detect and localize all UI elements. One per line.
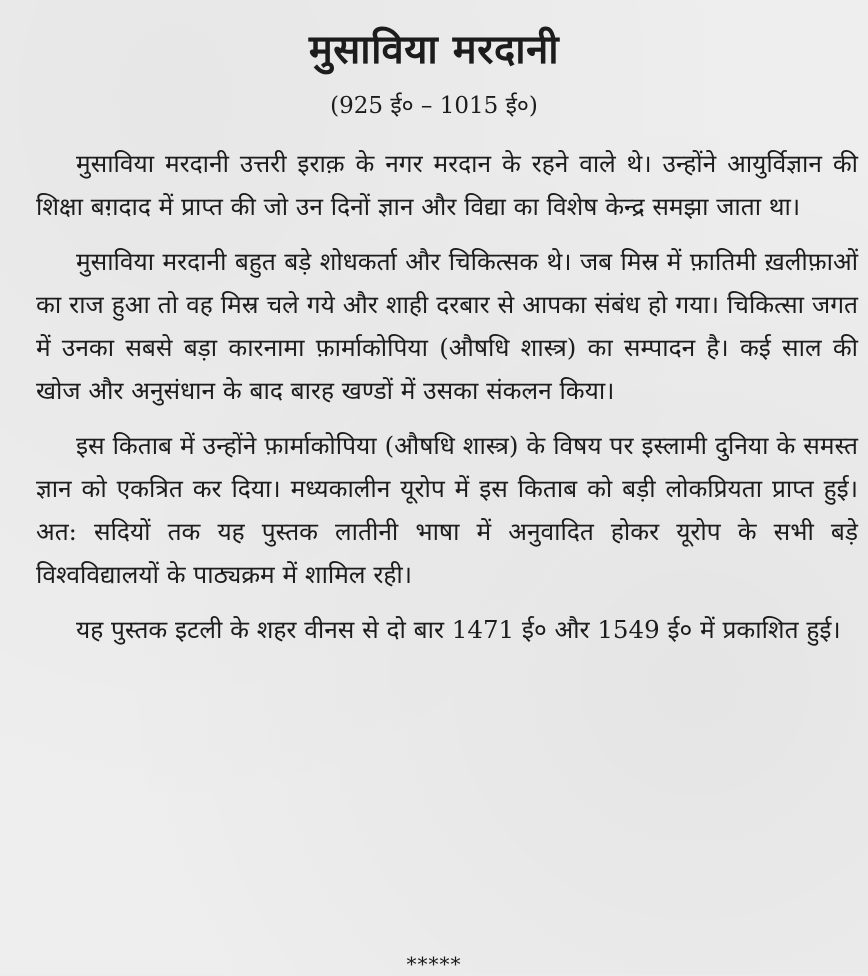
paragraph-1: मुसाविया मरदानी उत्तरी इराक़ के नगर मरदान के रहने वाले थे। उन्होंने आयुर्विज्ञान की शिक्षा बग़दाद में प्राप्त की जो उन दिनों ज्ञान और विद्या का विशेष केन्द्र समझा जाता था। xyxy=(36,149,858,221)
section-end-mark: ***** xyxy=(406,952,462,976)
document-body xyxy=(36,142,858,663)
paragraph-3: इस किताब में उन्होंने फ़ार्माकोपिया (औषधि शास्त्र) के विषय पर इस्लामी दुनिया के समस्त ज्ञान को एकत्रित कर दिया। मध्यकालीन यूरोप में इस किताब को बड़ी लोकप्रियता प्राप्त हुई। अत: सदियों तक यह पुस्तक लातीनी भाषा में अनुवादित होकर यूरोप के सभी बड़े विश्वविद्यालयों के पाठ्यक्रम में शामिल रही। xyxy=(36,431,858,589)
page-subtitle-dates: (925 ई० – 1015 ई०) xyxy=(330,93,538,119)
paragraph-4: यह पुस्तक इटली के शहर वीनस से दो बार 1471 ई० और 1549 ई० में प्रकाशित हुई। xyxy=(76,615,841,644)
paragraph-2: मुसाविया मरदानी बहुत बड़े शोधकर्ता और चिकित्सक थे। जब मिस्र में फ़ातिमी ख़लीफ़ाओं का राज हुआ तो वह मिस्र चले गये और शाही दरबार से आपका संबंध हो गया। चिकित्सा जगत में उनका सबसे बड़ा कारनामा फ़ार्माकोपिया (औषधि शास्त्र) का सम्पादन है। कई साल की खोज और अनुसंधान के बाद बारह खण्डों में उसका संकलन किया। xyxy=(36,247,858,405)
page-title: मुसाविया मरदानी xyxy=(308,26,560,73)
